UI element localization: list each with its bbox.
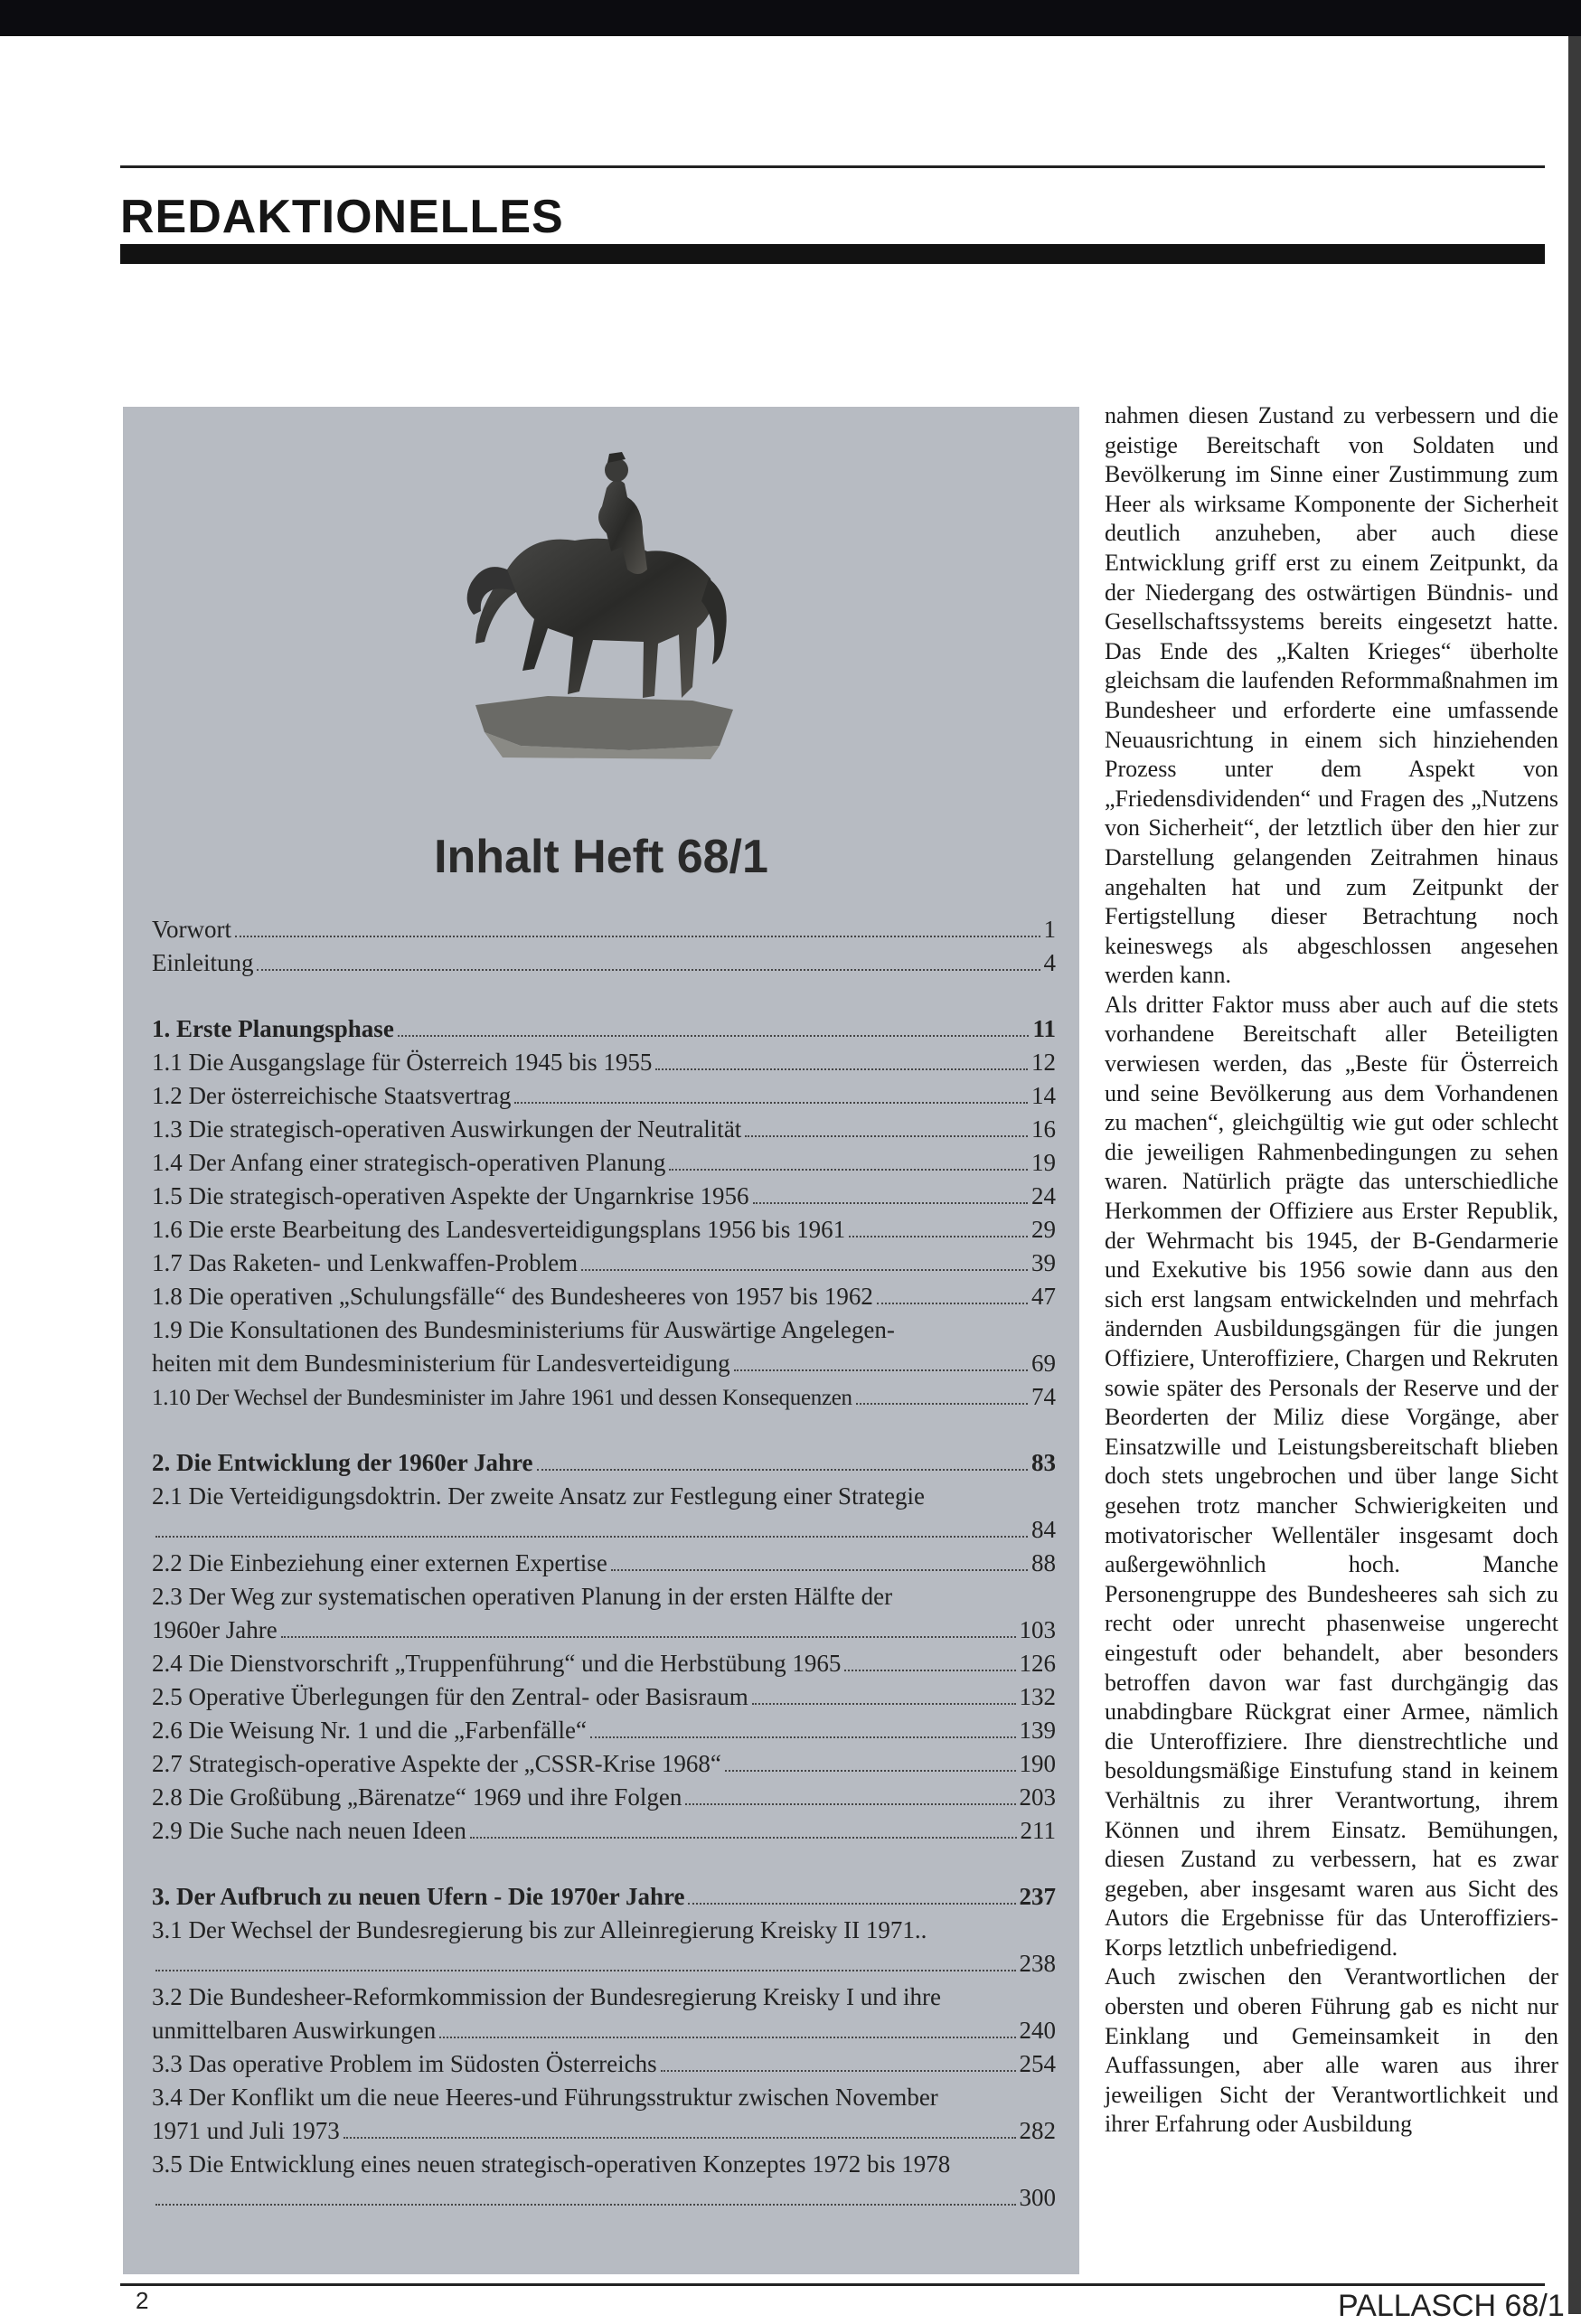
scan-right-edge bbox=[1568, 36, 1581, 2314]
toc-entry: 1.6 Die erste Bearbeitung des Landesverteidigungsplans 1956 bis 1961 29 bbox=[152, 1216, 1056, 1243]
toc-entry: 1.1 Die Ausgangslage für Österreich 1945 bis 1955 12 bbox=[152, 1049, 1056, 1076]
toc-entry-line: 2.3 Der Weg zur systematischen operativen Planung in der ersten Hälfte der bbox=[152, 1583, 893, 1610]
magazine-name: PALLASCH 68/1 bbox=[1338, 2289, 1565, 2323]
toc-list bbox=[152, 913, 1056, 2215]
body-paragraph: Als dritter Faktor muss aber auch auf die stets vorhandene Bereitschaft aller Beteiligten verwiesen werden, das „Beste für Österreich und seine Bevölkerung aus dem Vorhandenen zu machen“, gleichgültig wie gut oder schlecht die jeweiligen Rahmenbedingungen zu sehen waren. Natürlich prägte das unterschiedliche Herkommen der Offiziere aus Erster Republik, der Wehrmacht bis 1945, der B-Gendarmerie und Exekutive bis 1956 sowie dann aus den sich erst langsam entwickelnden und mehrfach ändernden Ausbildungsgängen für die jungen Offiziere, Unteroffiziere, Chargen und Rekruten sowie später des Personals der Reserve und der Beorderten der Miliz diese Vorgänge, aber Einsatzwille und Leistungsbereitschaft blieben doch stets ungebrochen und über lange Sicht gesehen trotz mancher Schwierigkeiten und motivatorischer Wellentäler insgesamt doch außergewöhnlich hoch. Manche Personengruppe des Bundesheeres sah sich zu recht oder unrecht phasenweise ungerecht eingestuft oder behandelt, aber besonders betroffen davon war fast durchgängig das unabdingbare Rückgrat einer Armee, nämlich die Unteroffiziere. Ihre dienstrechtliche und besoldungsmäßige Einstufung stand in keinem Verhältnis zu ihrer Verantwortung, ihrem Können und ihrem Einsatz. Bemühungen, diesen Zustand zu verbessern, hat es zwar gegeben, aber insgesamt waren aus Sicht des Autors die Ergebnisse für das Unteroffiziers-Korps letztlich unbefriedigend. bbox=[1105, 991, 1558, 1961]
toc-entry: 2.9 Die Suche nach neuen Ideen 211 bbox=[152, 1817, 1056, 1844]
equestrian-statue-image bbox=[421, 434, 801, 777]
toc-entry: 84 bbox=[152, 1513, 1056, 1547]
toc-box bbox=[123, 407, 1079, 2274]
scan-top-bar bbox=[0, 0, 1581, 36]
toc-entry: 2.5 Operative Überlegungen für den Zentral- oder Basisraum 132 bbox=[152, 1683, 1056, 1710]
toc-entry: 1.8 Die operativen „Schulungsfälle“ des Bundesheeres von 1957 bis 1962 47 bbox=[152, 1283, 1056, 1310]
toc-entry: 1.4 Der Anfang einer strategisch-operativen Planung 19 bbox=[152, 1149, 1056, 1176]
toc-entry: 2.4 Die Dienstvorschrift „Truppenführung“ und die Herbstübung 1965 126 bbox=[152, 1650, 1056, 1677]
body-paragraph: Auch zwischen den Verantwortlichen der obersten und oberen Führung gab es nicht nur Einklang und Gemeinsamkeit in den Auffassungen, aber alle waren aus ihrer jeweiligen Sicht der Verantwortlichkeit und ihrer Erfahrung oder Ausbildung bbox=[1105, 1963, 1558, 2138]
toc-entry: Vorwort 1 bbox=[152, 916, 1056, 943]
footer-rule bbox=[120, 2283, 1545, 2286]
toc-entry: 1.3 Die strategisch-operativen Auswirkungen der Neutralität 16 bbox=[152, 1115, 1056, 1143]
toc-entry: 1960er Jahre 103 bbox=[152, 1616, 1056, 1643]
toc-entry: 3.3 Das operative Problem im Südosten Österreichs 254 bbox=[152, 2050, 1056, 2077]
toc-title: Inhalt Heft 68/1 bbox=[434, 831, 768, 883]
toc-entry: heiten mit dem Bundesministerium für Landesverteidigung 69 bbox=[152, 1350, 1056, 1377]
toc-entry-line: 3.4 Der Konflikt um die neue Heeres-und Führungsstruktur zwischen November bbox=[152, 2084, 938, 2111]
toc-entry: 1.10 Der Wechsel der Bundesminister im Jahre 1961 und dessen Konsequenzen 74 bbox=[152, 1383, 1056, 1410]
toc-chapter-heading: 3. Der Aufbruch zu neuen Ufern - Die 1970er Jahre 237 bbox=[152, 1883, 1056, 1910]
toc-entry: 300 bbox=[152, 2181, 1056, 2215]
toc-entry: Einleitung 4 bbox=[152, 949, 1056, 976]
toc-entry: 2.6 Die Weisung Nr. 1 und die „Farbenfälle“ 139 bbox=[152, 1717, 1056, 1744]
toc-entry: 1.5 Die strategisch-operativen Aspekte der Ungarnkrise 1956 24 bbox=[152, 1182, 1056, 1209]
toc-entry: 1.2 Der österreichische Staatsvertrag 14 bbox=[152, 1082, 1056, 1109]
toc-entry-line: 3.1 Der Wechsel der Bundesregierung bis zur Alleinregierung Kreisky II 1971.. bbox=[152, 1916, 927, 1943]
toc-entry-line: 2.1 Die Verteidigungsdoktrin. Der zweite Ansatz zur Festlegung einer Strategie bbox=[152, 1482, 926, 1510]
toc-entry-line: 1.9 Die Konsultationen des Bundesministeriums für Auswärtige Angelegen- bbox=[152, 1316, 895, 1343]
toc-entry-line: 3.5 Die Entwicklung eines neuen strategisch-operativen Konzeptes 1972 bis 1978 bbox=[152, 2150, 951, 2178]
toc-entry: 2.2 Die Einbeziehung einer externen Expertise 88 bbox=[152, 1549, 1056, 1576]
header-band bbox=[120, 244, 1545, 264]
toc-chapter-heading: 2. Die Entwicklung der 1960er Jahre 83 bbox=[152, 1449, 1056, 1476]
toc-entry: 1.7 Das Raketen- und Lenkwaffen-Problem 39 bbox=[152, 1249, 1056, 1276]
toc-entry: 2.7 Strategisch-operative Aspekte der „CSSR-Krise 1968“ 190 bbox=[152, 1750, 1056, 1777]
toc-entry: 2.8 Die Großübung „Bärenatze“ 1969 und ihre Folgen 203 bbox=[152, 1783, 1056, 1811]
header-rule bbox=[120, 165, 1545, 168]
toc-chapter-heading: 1. Erste Planungsphase 11 bbox=[152, 1015, 1056, 1042]
body-text-column bbox=[1105, 401, 1558, 2140]
body-paragraph: nahmen diesen Zustand zu verbessern und die geistige Bereitschaft von Soldaten und Bevölkerung im Sinne einer Zustimmung zum Heer als wirksame Komponente der Sicherheit deutlich anzuheben, aber auch diese Entwicklung griff erst zu einem Zeitpunkt, da der Niedergang des ostwärtigen Bündnis- und Gesellschaftssystems bereits eingesetzt hatte. Das Ende des „Kalten Krieges“ überholte gleichsam die laufenden Reformmaßnahmen im Bundesheer und erforderte eine umfassende Neuausrichtung in einem sich hinziehenden Prozess unter dem Aspekt von „Friedensdividenden“ und Fragen des „Nutzens von Sicherheit“, der letztlich über den hier zur Darstellung gelangenden Zeitrahmen hinaus angehalten hat und zum Zeitpunkt der Fertigstellung dieser Betrachtung noch keineswegs als abgeschlossen angesehen werden kann. bbox=[1105, 402, 1558, 989]
toc-entry: unmittelbaren Auswirkungen 240 bbox=[152, 2017, 1056, 2044]
toc-entry: 1971 und Juli 1973 282 bbox=[152, 2117, 1056, 2144]
toc-entry: 238 bbox=[152, 1947, 1056, 1981]
toc-entry-line: 3.2 Die Bundesheer-Reformkommission der Bundesregierung Kreisky I und ihre bbox=[152, 1983, 942, 2010]
section-title: REDAKTIONELLES bbox=[120, 191, 564, 243]
page-number: 2 bbox=[136, 2287, 149, 2314]
